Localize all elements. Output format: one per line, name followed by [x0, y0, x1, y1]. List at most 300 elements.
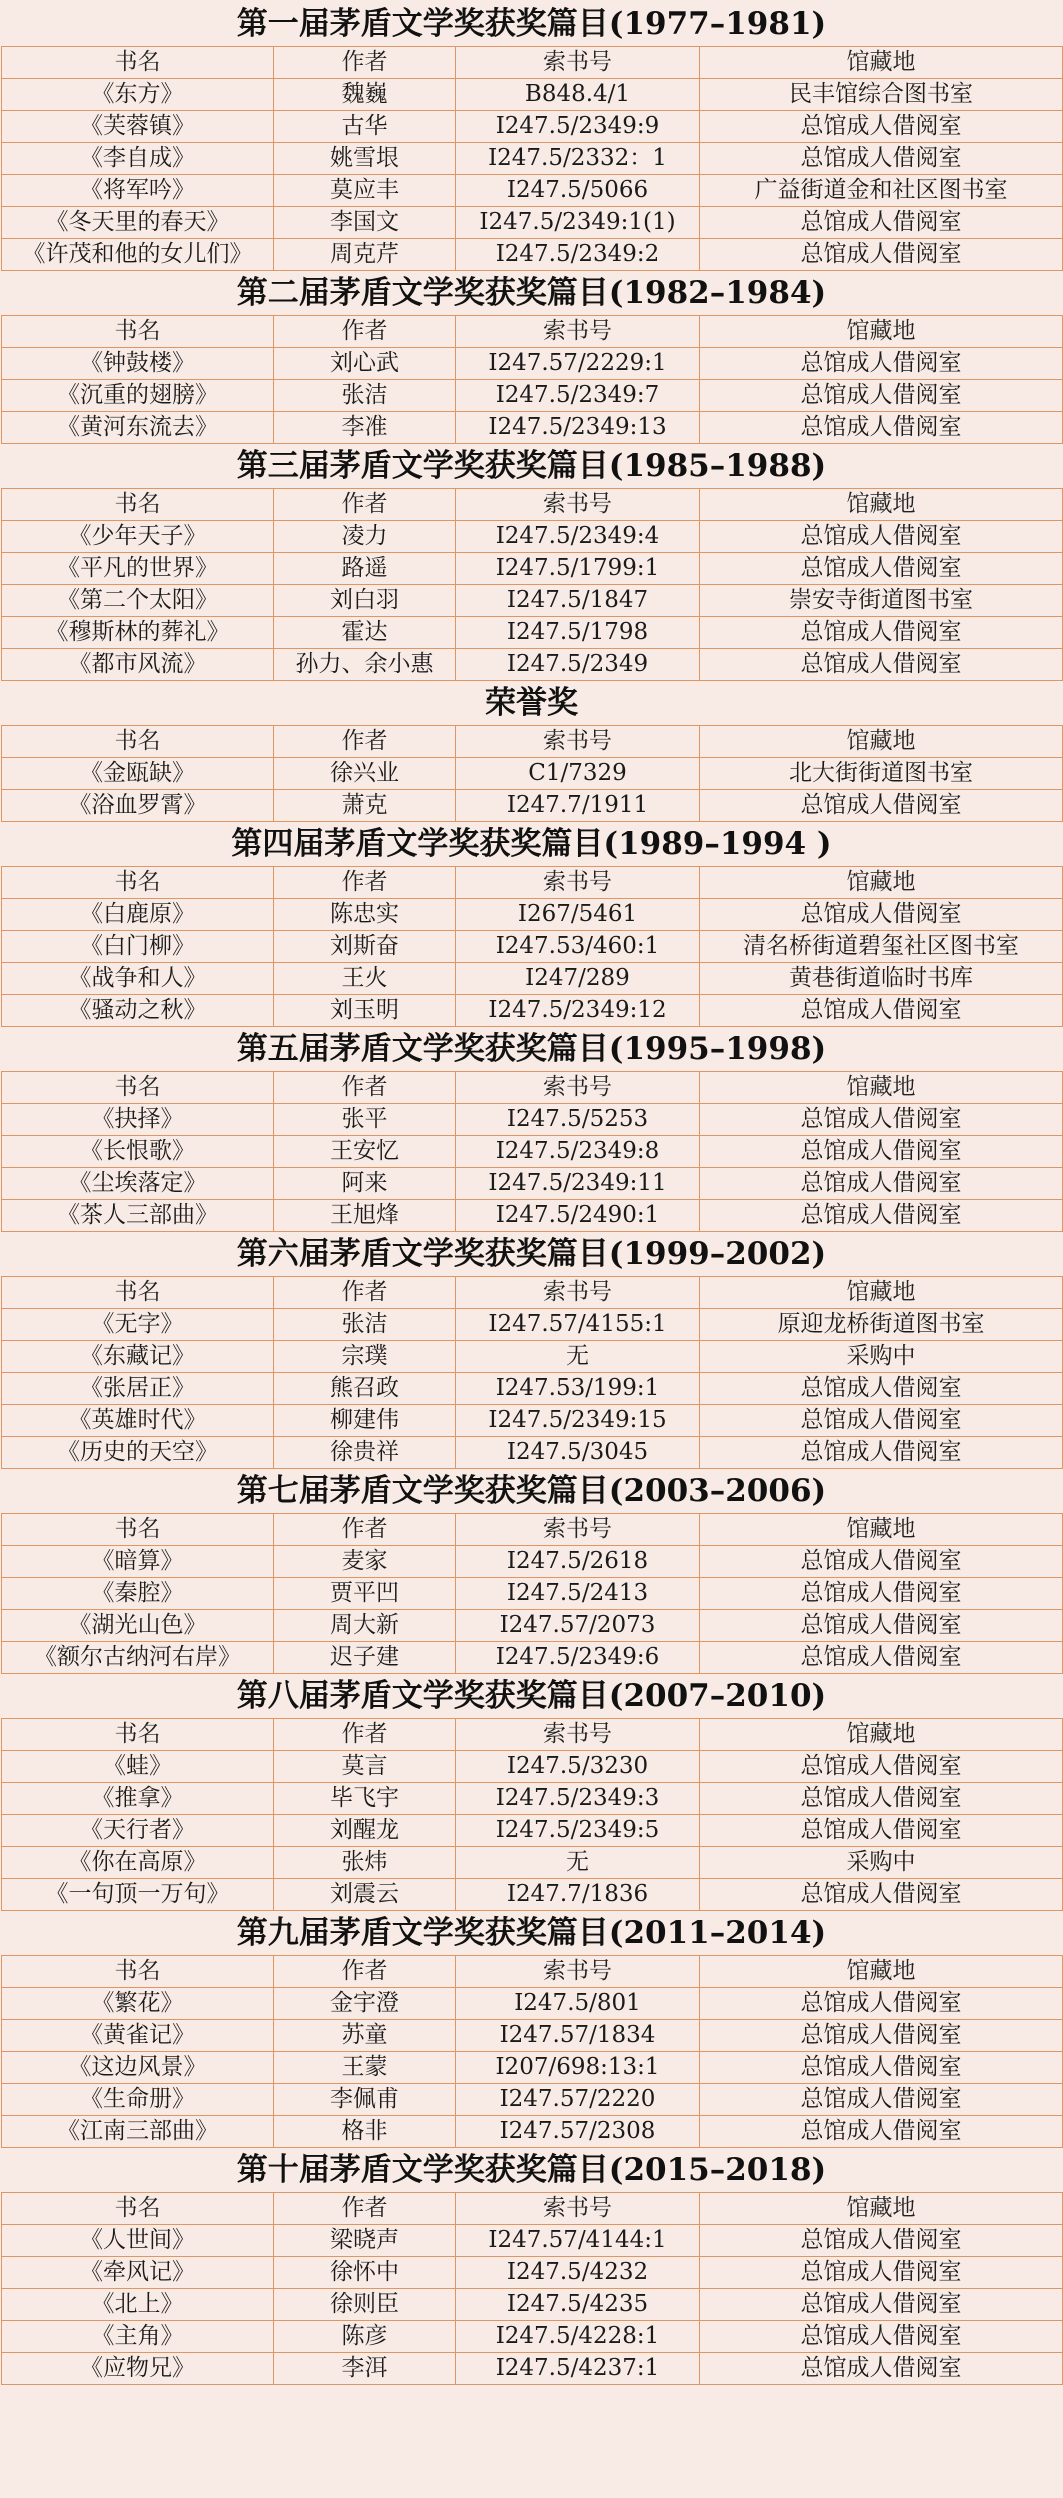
cell-book-title: 《这边风景》	[2, 2052, 274, 2084]
cell-location: 总馆成人借阅室	[700, 1405, 1063, 1437]
cell-author: 李国文	[274, 207, 456, 239]
column-header-location: 馆藏地	[700, 1277, 1063, 1309]
table-row	[2, 1642, 1063, 1674]
cell-call-number: I247.7/1836	[456, 1879, 700, 1911]
cell-book-title: 《冬天里的春天》	[2, 207, 274, 239]
table-row	[2, 143, 1063, 175]
cell-book-title: 《平凡的世界》	[2, 553, 274, 585]
cell-call-number: C1/7329	[456, 758, 700, 790]
cell-call-number: I247.5/4237:1	[456, 2353, 700, 2385]
cell-location: 总馆成人借阅室	[700, 412, 1063, 444]
cell-book-title: 《黄河东流去》	[2, 412, 274, 444]
cell-author: 苏童	[274, 2020, 456, 2052]
cell-author: 王蒙	[274, 2052, 456, 2084]
column-header-author: 作者	[274, 47, 456, 79]
cell-book-title: 《湖光山色》	[2, 1610, 274, 1642]
cell-book-title: 《骚动之秋》	[2, 995, 274, 1027]
cell-author: 刘白羽	[274, 585, 456, 617]
cell-location: 总馆成人借阅室	[700, 1879, 1063, 1911]
table-row	[2, 2321, 1063, 2353]
cell-book-title: 《北上》	[2, 2289, 274, 2321]
cell-location: 总馆成人借阅室	[700, 2225, 1063, 2257]
table-header-row	[2, 726, 1063, 758]
cell-author: 王旭烽	[274, 1200, 456, 1232]
cell-book-title: 《浴血罗霄》	[2, 790, 274, 822]
cell-author: 周克芹	[274, 239, 456, 271]
cell-book-title: 《芙蓉镇》	[2, 111, 274, 143]
table-row	[2, 1200, 1063, 1232]
cell-location: 总馆成人借阅室	[700, 1136, 1063, 1168]
cell-author: 毕飞宇	[274, 1783, 456, 1815]
cell-book-title: 《繁花》	[2, 1988, 274, 2020]
cell-author: 古华	[274, 111, 456, 143]
cell-call-number: I247.5/4232	[456, 2257, 700, 2289]
cell-book-title: 《长恨歌》	[2, 1136, 274, 1168]
cell-location: 总馆成人借阅室	[700, 380, 1063, 412]
cell-book-title: 《沉重的翅膀》	[2, 380, 274, 412]
table-row	[2, 2289, 1063, 2321]
award-table	[1, 1513, 1063, 1674]
cell-location: 总馆成人借阅室	[700, 1783, 1063, 1815]
cell-call-number: I247.5/2349:7	[456, 380, 700, 412]
column-header-book-title: 书名	[2, 316, 274, 348]
cell-book-title: 《推拿》	[2, 1783, 274, 1815]
cell-author: 徐怀中	[274, 2257, 456, 2289]
cell-call-number: I247.57/4144:1	[456, 2225, 700, 2257]
cell-call-number: I247.5/2349:9	[456, 111, 700, 143]
cell-author: 刘玉明	[274, 995, 456, 1027]
cell-book-title: 《一句顶一万句》	[2, 1879, 274, 1911]
column-header-call-number: 索书号	[456, 2193, 700, 2225]
table-row	[2, 2084, 1063, 2116]
cell-call-number: I207/698:13:1	[456, 2052, 700, 2084]
cell-call-number: I247.5/2349:5	[456, 1815, 700, 1847]
cell-author: 张炜	[274, 1847, 456, 1879]
section-title: 第十届茅盾文学奖获奖篇目(2015–2018)	[236, 2152, 827, 2188]
cell-location: 总馆成人借阅室	[700, 1610, 1063, 1642]
cell-book-title: 《生命册》	[2, 2084, 274, 2116]
table-row	[2, 1578, 1063, 1610]
section-title: 第九届茅盾文学奖获奖篇目(2011–2014)	[236, 1915, 827, 1951]
cell-call-number: I247.5/1798	[456, 617, 700, 649]
cell-author: 魏巍	[274, 79, 456, 111]
cell-location: 清名桥街道碧玺社区图书室	[700, 931, 1063, 963]
table-header-row	[2, 316, 1063, 348]
cell-call-number: I247/289	[456, 963, 700, 995]
table-header-row	[2, 47, 1063, 79]
table-row	[2, 963, 1063, 995]
column-header-location: 馆藏地	[700, 489, 1063, 521]
cell-call-number: I247.5/801	[456, 1988, 700, 2020]
cell-book-title: 《抉择》	[2, 1104, 274, 1136]
cell-location: 总馆成人借阅室	[700, 2020, 1063, 2052]
cell-book-title: 《秦腔》	[2, 1578, 274, 1610]
cell-author: 柳建伟	[274, 1405, 456, 1437]
cell-location: 总馆成人借阅室	[700, 1104, 1063, 1136]
cell-book-title: 《李自成》	[2, 143, 274, 175]
table-row	[2, 1783, 1063, 1815]
column-header-location: 馆藏地	[700, 316, 1063, 348]
award-table	[1, 1718, 1063, 1911]
column-header-book-title: 书名	[2, 1072, 274, 1104]
table-row	[2, 1136, 1063, 1168]
column-header-book-title: 书名	[2, 726, 274, 758]
column-header-location: 馆藏地	[700, 2193, 1063, 2225]
cell-call-number: B848.4/1	[456, 79, 700, 111]
cell-call-number: I247.5/2332：1	[456, 143, 700, 175]
cell-author: 麦家	[274, 1546, 456, 1578]
cell-location: 崇安寺街道图书室	[700, 585, 1063, 617]
cell-author: 宗璞	[274, 1341, 456, 1373]
cell-call-number: I247.5/2618	[456, 1546, 700, 1578]
cell-location: 总馆成人借阅室	[700, 1437, 1063, 1469]
cell-call-number: I247.5/2349:11	[456, 1168, 700, 1200]
table-row	[2, 1104, 1063, 1136]
section-title: 第三届茅盾文学奖获奖篇目(1985–1988)	[236, 448, 827, 484]
cell-book-title: 《将军吟》	[2, 175, 274, 207]
cell-author: 霍达	[274, 617, 456, 649]
cell-call-number: I247.5/2349:12	[456, 995, 700, 1027]
cell-author: 陈彦	[274, 2321, 456, 2353]
column-header-book-title: 书名	[2, 489, 274, 521]
column-header-location: 馆藏地	[700, 1719, 1063, 1751]
table-header-row	[2, 489, 1063, 521]
table-row	[2, 111, 1063, 143]
table-row	[2, 1309, 1063, 1341]
cell-author: 周大新	[274, 1610, 456, 1642]
cell-author: 张平	[274, 1104, 456, 1136]
table-row	[2, 995, 1063, 1027]
cell-author: 刘震云	[274, 1879, 456, 1911]
cell-call-number: I247.5/2490:1	[456, 1200, 700, 1232]
table-row	[2, 1879, 1063, 1911]
award-table	[1, 1955, 1063, 2148]
cell-author: 张洁	[274, 1309, 456, 1341]
award-table	[1, 46, 1063, 271]
cell-location: 总馆成人借阅室	[700, 1200, 1063, 1232]
cell-author: 张洁	[274, 380, 456, 412]
column-header-location: 馆藏地	[700, 1956, 1063, 1988]
cell-call-number: I247.5/2413	[456, 1578, 700, 1610]
cell-location: 北大街街道图书室	[700, 758, 1063, 790]
cell-call-number: I267/5461	[456, 899, 700, 931]
table-header-row	[2, 1719, 1063, 1751]
cell-location: 总馆成人借阅室	[700, 1373, 1063, 1405]
cell-book-title: 《金瓯缺》	[2, 758, 274, 790]
award-table	[1, 866, 1063, 1027]
cell-author: 李准	[274, 412, 456, 444]
award-table	[1, 315, 1063, 444]
column-header-call-number: 索书号	[456, 1072, 700, 1104]
section-title: 第一届茅盾文学奖获奖篇目(1977–1981)	[236, 6, 827, 42]
column-header-book-title: 书名	[2, 47, 274, 79]
cell-call-number: I247.57/2220	[456, 2084, 700, 2116]
table-row	[2, 758, 1063, 790]
column-header-call-number: 索书号	[456, 867, 700, 899]
cell-book-title: 《历史的天空》	[2, 1437, 274, 1469]
cell-call-number: I247.5/2349:6	[456, 1642, 700, 1674]
column-header-call-number: 索书号	[456, 47, 700, 79]
column-header-location: 馆藏地	[700, 726, 1063, 758]
column-header-author: 作者	[274, 1514, 456, 1546]
table-row	[2, 617, 1063, 649]
table-row	[2, 521, 1063, 553]
cell-location: 总馆成人借阅室	[700, 2321, 1063, 2353]
cell-book-title: 《少年天子》	[2, 521, 274, 553]
award-table	[1, 488, 1063, 681]
table-row	[2, 348, 1063, 380]
cell-book-title: 《东方》	[2, 79, 274, 111]
cell-book-title: 《人世间》	[2, 2225, 274, 2257]
cell-call-number: I247.5/2349	[456, 649, 700, 681]
section-title: 第八届茅盾文学奖获奖篇目(2007–2010)	[236, 1678, 827, 1714]
column-header-author: 作者	[274, 1719, 456, 1751]
cell-author: 徐兴业	[274, 758, 456, 790]
table-row	[2, 1341, 1063, 1373]
column-header-author: 作者	[274, 1956, 456, 1988]
table-row	[2, 899, 1063, 931]
cell-location: 总馆成人借阅室	[700, 111, 1063, 143]
cell-location: 总馆成人借阅室	[700, 207, 1063, 239]
cell-book-title: 《黄雀记》	[2, 2020, 274, 2052]
table-row	[2, 1751, 1063, 1783]
cell-location: 总馆成人借阅室	[700, 1546, 1063, 1578]
cell-book-title: 《钟鼓楼》	[2, 348, 274, 380]
section-title: 荣誉奖	[485, 685, 578, 721]
table-row	[2, 1168, 1063, 1200]
cell-call-number: I247.5/2349:2	[456, 239, 700, 271]
table-row	[2, 553, 1063, 585]
table-header-row	[2, 1072, 1063, 1104]
cell-author: 阿来	[274, 1168, 456, 1200]
cell-location: 总馆成人借阅室	[700, 553, 1063, 585]
cell-author: 李佩甫	[274, 2084, 456, 2116]
cell-call-number: 无	[456, 1341, 700, 1373]
cell-location: 原迎龙桥街道图书室	[700, 1309, 1063, 1341]
cell-location: 总馆成人借阅室	[700, 649, 1063, 681]
cell-call-number: I247.57/2308	[456, 2116, 700, 2148]
cell-author: 孙力、余小惠	[274, 649, 456, 681]
cell-call-number: I247.57/1834	[456, 2020, 700, 2052]
table-row	[2, 412, 1063, 444]
cell-author: 李洱	[274, 2353, 456, 2385]
column-header-call-number: 索书号	[456, 726, 700, 758]
cell-location: 总馆成人借阅室	[700, 2353, 1063, 2385]
cell-book-title: 《你在高原》	[2, 1847, 274, 1879]
column-header-author: 作者	[274, 489, 456, 521]
cell-location: 民丰馆综合图书室	[700, 79, 1063, 111]
column-header-book-title: 书名	[2, 2193, 274, 2225]
cell-call-number: I247.5/3045	[456, 1437, 700, 1469]
cell-author: 莫言	[274, 1751, 456, 1783]
cell-book-title: 《牵风记》	[2, 2257, 274, 2289]
column-header-location: 馆藏地	[700, 1514, 1063, 1546]
column-header-book-title: 书名	[2, 1719, 274, 1751]
table-row	[2, 1437, 1063, 1469]
column-header-book-title: 书名	[2, 867, 274, 899]
table-row	[2, 1373, 1063, 1405]
cell-location: 总馆成人借阅室	[700, 1751, 1063, 1783]
table-row	[2, 790, 1063, 822]
table-row	[2, 585, 1063, 617]
cell-call-number: I247.7/1911	[456, 790, 700, 822]
cell-author: 萧克	[274, 790, 456, 822]
cell-author: 刘醒龙	[274, 1815, 456, 1847]
cell-call-number: I247.57/2229:1	[456, 348, 700, 380]
table-row	[2, 649, 1063, 681]
cell-location: 总馆成人借阅室	[700, 239, 1063, 271]
table-row	[2, 1815, 1063, 1847]
column-header-author: 作者	[274, 2193, 456, 2225]
cell-book-title: 《额尔古纳河右岸》	[2, 1642, 274, 1674]
cell-author: 王安忆	[274, 1136, 456, 1168]
cell-location: 总馆成人借阅室	[700, 1815, 1063, 1847]
award-table	[1, 1276, 1063, 1469]
cell-call-number: I247.5/4228:1	[456, 2321, 700, 2353]
column-header-book-title: 书名	[2, 1956, 274, 1988]
cell-call-number: I247.5/2349:8	[456, 1136, 700, 1168]
cell-location: 总馆成人借阅室	[700, 1168, 1063, 1200]
table-row	[2, 2116, 1063, 2148]
cell-book-title: 《东藏记》	[2, 1341, 274, 1373]
cell-book-title: 《都市风流》	[2, 649, 274, 681]
cell-location: 总馆成人借阅室	[700, 1578, 1063, 1610]
table-row	[2, 2353, 1063, 2385]
section-title: 第五届茅盾文学奖获奖篇目(1995–1998)	[236, 1031, 827, 1067]
cell-location: 采购中	[700, 1847, 1063, 1879]
award-table	[1, 725, 1063, 822]
section-title: 第四届茅盾文学奖获奖篇目(1989–1994 )	[231, 826, 832, 862]
table-row	[2, 207, 1063, 239]
cell-book-title: 《第二个太阳》	[2, 585, 274, 617]
table-header-row	[2, 2193, 1063, 2225]
column-header-author: 作者	[274, 1277, 456, 1309]
table-row	[2, 2225, 1063, 2257]
cell-call-number: I247.5/5253	[456, 1104, 700, 1136]
table-row	[2, 1988, 1063, 2020]
column-header-author: 作者	[274, 1072, 456, 1104]
cell-location: 采购中	[700, 1341, 1063, 1373]
cell-author: 贾平凹	[274, 1578, 456, 1610]
cell-call-number: I247.5/1799:1	[456, 553, 700, 585]
table-row	[2, 1610, 1063, 1642]
table-header-row	[2, 1956, 1063, 1988]
cell-author: 路遥	[274, 553, 456, 585]
cell-location: 广益街道金和社区图书室	[700, 175, 1063, 207]
column-header-call-number: 索书号	[456, 489, 700, 521]
column-header-book-title: 书名	[2, 1514, 274, 1546]
cell-book-title: 《白鹿原》	[2, 899, 274, 931]
table-row	[2, 1405, 1063, 1437]
cell-author: 迟子建	[274, 1642, 456, 1674]
table-row	[2, 1847, 1063, 1879]
cell-location: 总馆成人借阅室	[700, 2289, 1063, 2321]
cell-location: 总馆成人借阅室	[700, 1642, 1063, 1674]
cell-call-number: I247.5/2349:1(1)	[456, 207, 700, 239]
cell-book-title: 《茶人三部曲》	[2, 1200, 274, 1232]
cell-author: 梁晓声	[274, 2225, 456, 2257]
table-row	[2, 2257, 1063, 2289]
cell-book-title: 《张居正》	[2, 1373, 274, 1405]
table-row	[2, 79, 1063, 111]
table-row	[2, 1546, 1063, 1578]
table-header-row	[2, 1514, 1063, 1546]
table-header-row	[2, 867, 1063, 899]
table-row	[2, 931, 1063, 963]
cell-call-number: I247.5/5066	[456, 175, 700, 207]
table-row	[2, 2020, 1063, 2052]
cell-author: 格非	[274, 2116, 456, 2148]
cell-location: 总馆成人借阅室	[700, 2257, 1063, 2289]
cell-call-number: I247.57/4155:1	[456, 1309, 700, 1341]
cell-book-title: 《主角》	[2, 2321, 274, 2353]
cell-call-number: I247.57/2073	[456, 1610, 700, 1642]
table-row	[2, 380, 1063, 412]
cell-location: 总馆成人借阅室	[700, 521, 1063, 553]
column-header-location: 馆藏地	[700, 47, 1063, 79]
section-title: 第七届茅盾文学奖获奖篇目(2003–2006)	[236, 1473, 827, 1509]
cell-author: 熊召政	[274, 1373, 456, 1405]
table-row	[2, 2052, 1063, 2084]
award-table	[1, 2192, 1063, 2385]
column-header-author: 作者	[274, 867, 456, 899]
column-header-author: 作者	[274, 726, 456, 758]
cell-location: 总馆成人借阅室	[700, 790, 1063, 822]
cell-call-number: I247.53/199:1	[456, 1373, 700, 1405]
column-header-book-title: 书名	[2, 1277, 274, 1309]
cell-location: 总馆成人借阅室	[700, 143, 1063, 175]
cell-location: 总馆成人借阅室	[700, 2052, 1063, 2084]
cell-location: 总馆成人借阅室	[700, 617, 1063, 649]
section-title: 第二届茅盾文学奖获奖篇目(1982–1984)	[236, 275, 827, 311]
column-header-location: 馆藏地	[700, 867, 1063, 899]
cell-location: 总馆成人借阅室	[700, 2084, 1063, 2116]
table-row	[2, 239, 1063, 271]
column-header-call-number: 索书号	[456, 1514, 700, 1546]
cell-call-number: 无	[456, 1847, 700, 1879]
cell-call-number: I247.5/3230	[456, 1751, 700, 1783]
cell-location: 黄巷街道临时书库	[700, 963, 1063, 995]
cell-location: 总馆成人借阅室	[700, 2116, 1063, 2148]
cell-book-title: 《蛙》	[2, 1751, 274, 1783]
cell-author: 莫应丰	[274, 175, 456, 207]
cell-author: 陈忠实	[274, 899, 456, 931]
section-title: 第六届茅盾文学奖获奖篇目(1999–2002)	[236, 1236, 827, 1272]
cell-author: 凌力	[274, 521, 456, 553]
cell-call-number: I247.5/2349:15	[456, 1405, 700, 1437]
cell-book-title: 《尘埃落定》	[2, 1168, 274, 1200]
table-row	[2, 175, 1063, 207]
column-header-author: 作者	[274, 316, 456, 348]
cell-location: 总馆成人借阅室	[700, 348, 1063, 380]
cell-book-title: 《许茂和他的女儿们》	[2, 239, 274, 271]
cell-author: 金宇澄	[274, 1988, 456, 2020]
column-header-call-number: 索书号	[456, 1719, 700, 1751]
column-header-call-number: 索书号	[456, 1956, 700, 1988]
table-header-row	[2, 1277, 1063, 1309]
cell-book-title: 《穆斯林的葬礼》	[2, 617, 274, 649]
cell-author: 徐则臣	[274, 2289, 456, 2321]
column-header-location: 馆藏地	[700, 1072, 1063, 1104]
cell-call-number: I247.5/1847	[456, 585, 700, 617]
cell-author: 徐贵祥	[274, 1437, 456, 1469]
cell-book-title: 《江南三部曲》	[2, 2116, 274, 2148]
cell-book-title: 《战争和人》	[2, 963, 274, 995]
cell-author: 刘心武	[274, 348, 456, 380]
cell-location: 总馆成人借阅室	[700, 995, 1063, 1027]
cell-location: 总馆成人借阅室	[700, 1988, 1063, 2020]
cell-call-number: I247.53/460:1	[456, 931, 700, 963]
